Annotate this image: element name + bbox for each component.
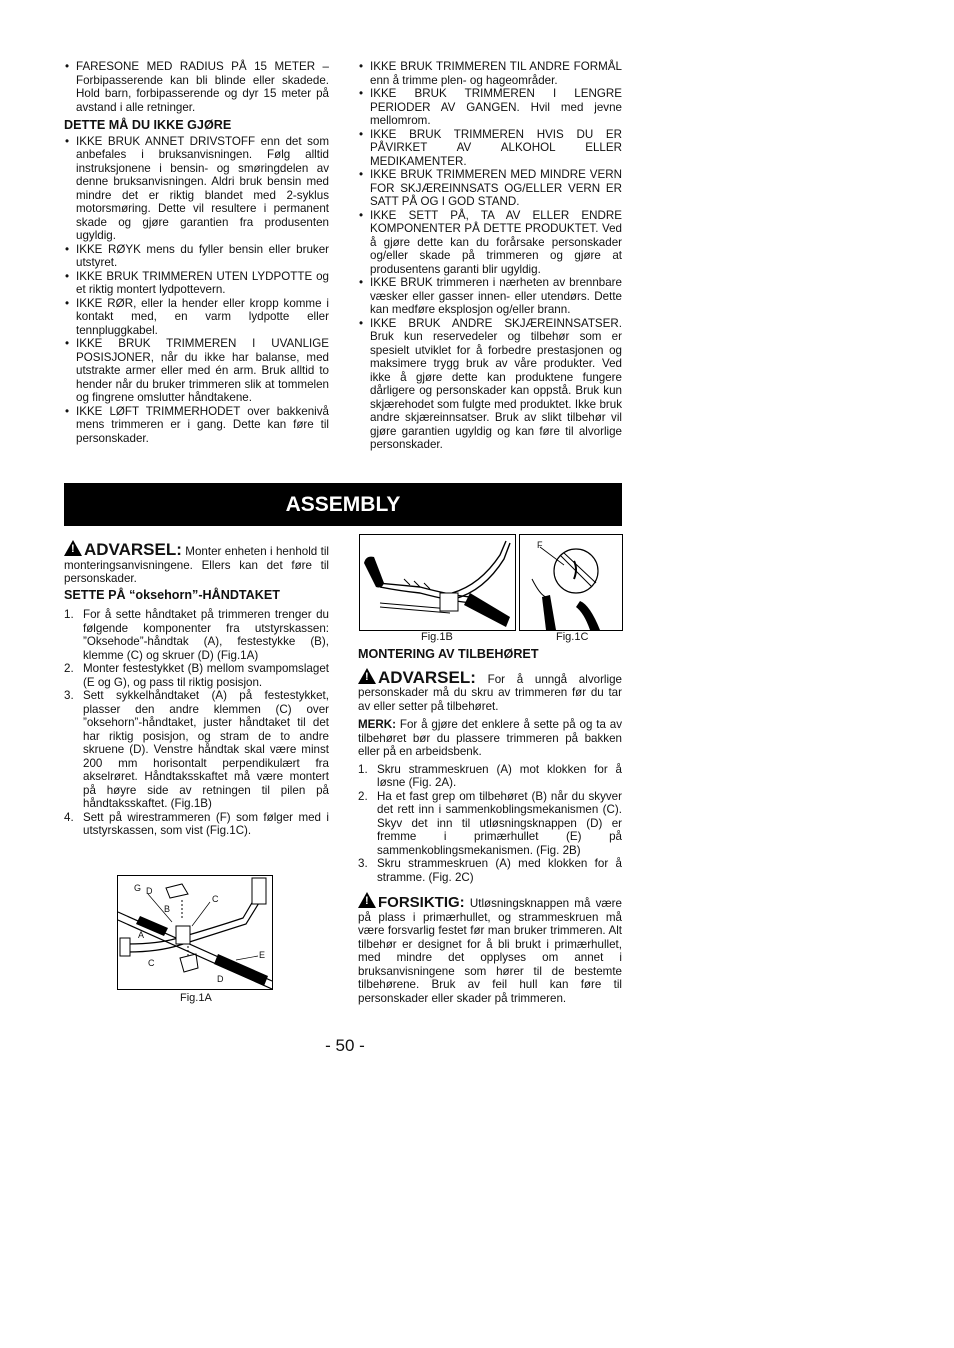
warning-text: Monter enheten i henhold til monteringsanvisningene. Ellers kan det føre til personskader. xyxy=(64,545,329,585)
caution-paragraph xyxy=(358,892,622,1005)
step-text: Ha et fast grep om tilbehøret (B) når du skyver det rett inn i sammenkoblingsmekanismen (C). Skyv det inn til utløsningsknappen (D) er fremme i primærhullet (E) på sammenkoblingsmekanismen. (Fig. 2B) xyxy=(377,789,622,857)
step-text: Sett sykkelhåndtaket (A) på festestykket, plasser den andre klemmen (C) over ”oksehorn”-håndtaket, juster håndtaket til det har riktig posisjon, og stram de to andre skruene (D). Venstre håndtak skal være minst 200 mm horisontalt perpendikulært fra akselrøret. Håndtaksskaftet må være montert på høyre side av retningen til pilen på håndtaksskaftet. (Fig.1B) xyxy=(83,689,329,810)
list-item xyxy=(64,662,329,689)
fig-1b-caption: Fig.1B xyxy=(421,631,453,643)
handle-steps-list xyxy=(64,608,329,838)
warning-label: ADVARSEL: xyxy=(378,667,476,687)
step-text: Skru strammeskruen (A) med klokken for å stramme. (Fig. 2C) xyxy=(377,857,622,884)
note-label: MERK: xyxy=(358,718,396,731)
note-text: For å gjøre det enklere å sette på og ta av tilbehøret bør du plassere trimmeren på bakken eller på en arbeidsbenk. xyxy=(358,718,622,758)
note-paragraph xyxy=(358,718,622,759)
step-number: 3. xyxy=(358,857,368,870)
fig-label-b: B xyxy=(164,904,171,914)
step-number: 2. xyxy=(64,662,74,675)
step-text: For å sette håndtaket på trimmeren trenger du følgende komponenter fra utstyrskassen: ”Oksehode”-håndtak (A), festestykke (B), klemme (C) og skruer (D) (Fig.1A) xyxy=(83,608,329,662)
bottom-left-column xyxy=(64,540,329,838)
list-item xyxy=(358,857,622,884)
intro-bullet-list xyxy=(64,60,329,114)
step-number: 3. xyxy=(64,689,74,702)
list-item: • IKKE BRUK TRIMMEREN MED MINDRE VERN FOR SKJÆREINNSATS OG/ELLER VERN ER SATT PÅ OG I GOD STAND. xyxy=(358,168,622,209)
list-item: • IKKE BRUK TRIMMEREN HVIS DU ER PÅVIRKET AV ALKOHOL ELLER MEDIKAMENTER. xyxy=(358,128,622,169)
dont-bullet-list xyxy=(64,135,329,446)
fig-label-c: C xyxy=(212,894,219,904)
figure-1a xyxy=(117,875,273,990)
warning-triangle-icon xyxy=(358,892,376,908)
fig-label-d: D xyxy=(146,886,153,896)
section-heading-handle: SETTE PÅ “oksehorn”-HÅNDTAKET xyxy=(64,587,280,602)
list-item: • IKKE BRUK TRIMMEREN TIL ANDRE FORMÅL enn å trimme plen- og hageområder. xyxy=(358,60,622,87)
step-number: 2. xyxy=(358,789,368,803)
list-item: • IKKE BRUK TRIMMEREN I UVANLIGE POSISJONER, når du ikke har balanse, med utstrakte armer eller med én arm. Bruk alltid to hender når du bruker trimmeren slik at tommelen og fingrene omslutter håndtakene. xyxy=(64,337,329,405)
warning-label: ADVARSEL: xyxy=(84,540,182,559)
wire-tensioner-illustration xyxy=(520,535,622,630)
list-item: • IKKE BRUK TRIMMEREN UTEN LYDPOTTE og et riktig montert lydpottevern. xyxy=(64,270,329,297)
list-item: • IKKE BRUK ANDRE SKJÆREINNSATSER. Bruk kun reservedeler og tilbehør som er spesielt utviklet for å forbedre prestasjonen og maksimere trygg bruk av våre produkter. Ved ikke å gjøre dette kan produktene fungere dårligere og personskader kan oppstå. Bruk kun skjærehodet som fulgte med produktet. Ikke bruk andre skjæreinnsatser. Bruk av slikt tilbehør vil gjøre garantien ugyldig og kan føre til alvorlige personskader. xyxy=(358,317,622,452)
fig-label-g: G xyxy=(134,883,142,893)
figure-1b xyxy=(359,534,516,631)
page-number: - 50 - xyxy=(325,1036,365,1055)
list-item xyxy=(358,790,622,858)
caution-text: Utløsningsknappen må være på plass i primærhullet, og strammeskruen må være forsvarlig festet før man bruker trimmeren. Alt tilbehør er designet for å bli brukt i primærhullet, med mindre det opplyses om annet i bruksanvisningene som hører til de bestemte tilbehørene. Bruk av feil hull kan føre til personskader eller skader på trimmeren. xyxy=(358,897,622,1005)
step-text: Skru strammeskruen (A) mot klokken for å løsne (Fig. 2A). xyxy=(377,762,622,789)
list-item: • IKKE BRUK trimmeren i nærheten av brennbare væsker eller gasser innen- eller utendørs. Dette kan medføre eksplosjon og/eller brann. xyxy=(358,276,622,317)
list-item xyxy=(64,689,329,811)
accessory-warning xyxy=(358,668,622,714)
list-item: • IKKE SETT PÅ, TA AV ELLER ENDRE KOMPONENTER PÅ DETTE PRODUKTET. Ved å gjøre dette kan du forårsake personskader og/eller skade på trimmeren og gjøre at produsentens garanti blir ugyldig. xyxy=(358,209,622,277)
accessory-steps-list xyxy=(358,763,622,885)
dont-bullet-list-continued xyxy=(358,60,622,452)
fig-label-e: E xyxy=(259,950,266,960)
assembly-banner: ASSEMBLY xyxy=(64,483,622,526)
section-heading-accessories: MONTERING AV TILBEHØRET xyxy=(358,647,539,661)
warning-triangle-icon xyxy=(64,540,82,556)
warning-text: For å unngå alvorlige personskader må du skru av trimmeren før du tar av eller setter på tilbehøret. xyxy=(358,672,622,713)
list-item xyxy=(64,608,329,662)
warning-triangle-icon xyxy=(358,668,376,684)
fig-label-f: F xyxy=(537,540,543,550)
fig-label-d: D xyxy=(217,974,224,984)
step-text: Monter festestykket (B) mellom svampomslaget (E og G), og pass til riktig posisjon. xyxy=(83,662,329,689)
handle-shaft-illustration xyxy=(360,535,515,630)
list-item: • IKKE RØR, eller la hender eller kropp komme i kontakt med, en varm lydpotte eller tennpluggkabel. xyxy=(64,297,329,338)
section-heading-dont: DETTE MÅ DU IKKE GJØRE xyxy=(64,118,232,132)
list-item: • IKKE RØYK mens du fyller bensin eller bruker utstyret. xyxy=(64,243,329,270)
list-item xyxy=(64,811,329,838)
list-item: • IKKE LØFT TRIMMERHODET over bakkenivå mens trimmeren er i gang. Dette kan føre til personskader. xyxy=(64,405,329,446)
step-text: Sett på wirestrammeren (F) som følger med i utstyrskassen, som vist (Fig.1C). xyxy=(83,810,329,837)
caution-label: FORSIKTIG: xyxy=(378,894,465,911)
top-left-column xyxy=(64,60,329,445)
top-right-column xyxy=(358,60,622,452)
fig-1c-caption: Fig.1C xyxy=(556,631,589,643)
figure-1c xyxy=(519,534,623,631)
fig-1a-caption: Fig.1A xyxy=(180,992,212,1004)
fig-label-a: A xyxy=(138,930,145,940)
step-number: 1. xyxy=(64,608,74,621)
list-item: • IKKE BRUK TRIMMEREN I LENGRE PERIODER AV GANGEN. Hvil med jevne mellomrom. xyxy=(358,87,622,128)
bottom-right-column xyxy=(358,648,622,1007)
step-number: 4. xyxy=(64,810,74,824)
list-item: • IKKE BRUK ANNET DRIVSTOFF enn det som anbefales i bruksanvisningen. Følg alltid instruksjonene i bensin- og smøringdelen av denne bruksanvisningen. Aldri bruk bensin med mindre det er riktig blandet med 2-syklus motorsmøring. Dette vil resultere i permanent skade og gjøre garantien fra produsenten ugyldig. xyxy=(64,135,329,243)
fig-label-c: C xyxy=(148,958,155,968)
assembly-warning xyxy=(64,540,329,586)
list-item xyxy=(358,763,622,790)
step-number: 1. xyxy=(358,762,368,776)
list-item: • FARESONE MED RADIUS PÅ 15 METER – Forbipasserende kan bli blinde eller skadede. Hold barn, forbipasserende og dyr 15 meter på avstand i alle retninger. xyxy=(64,60,329,114)
